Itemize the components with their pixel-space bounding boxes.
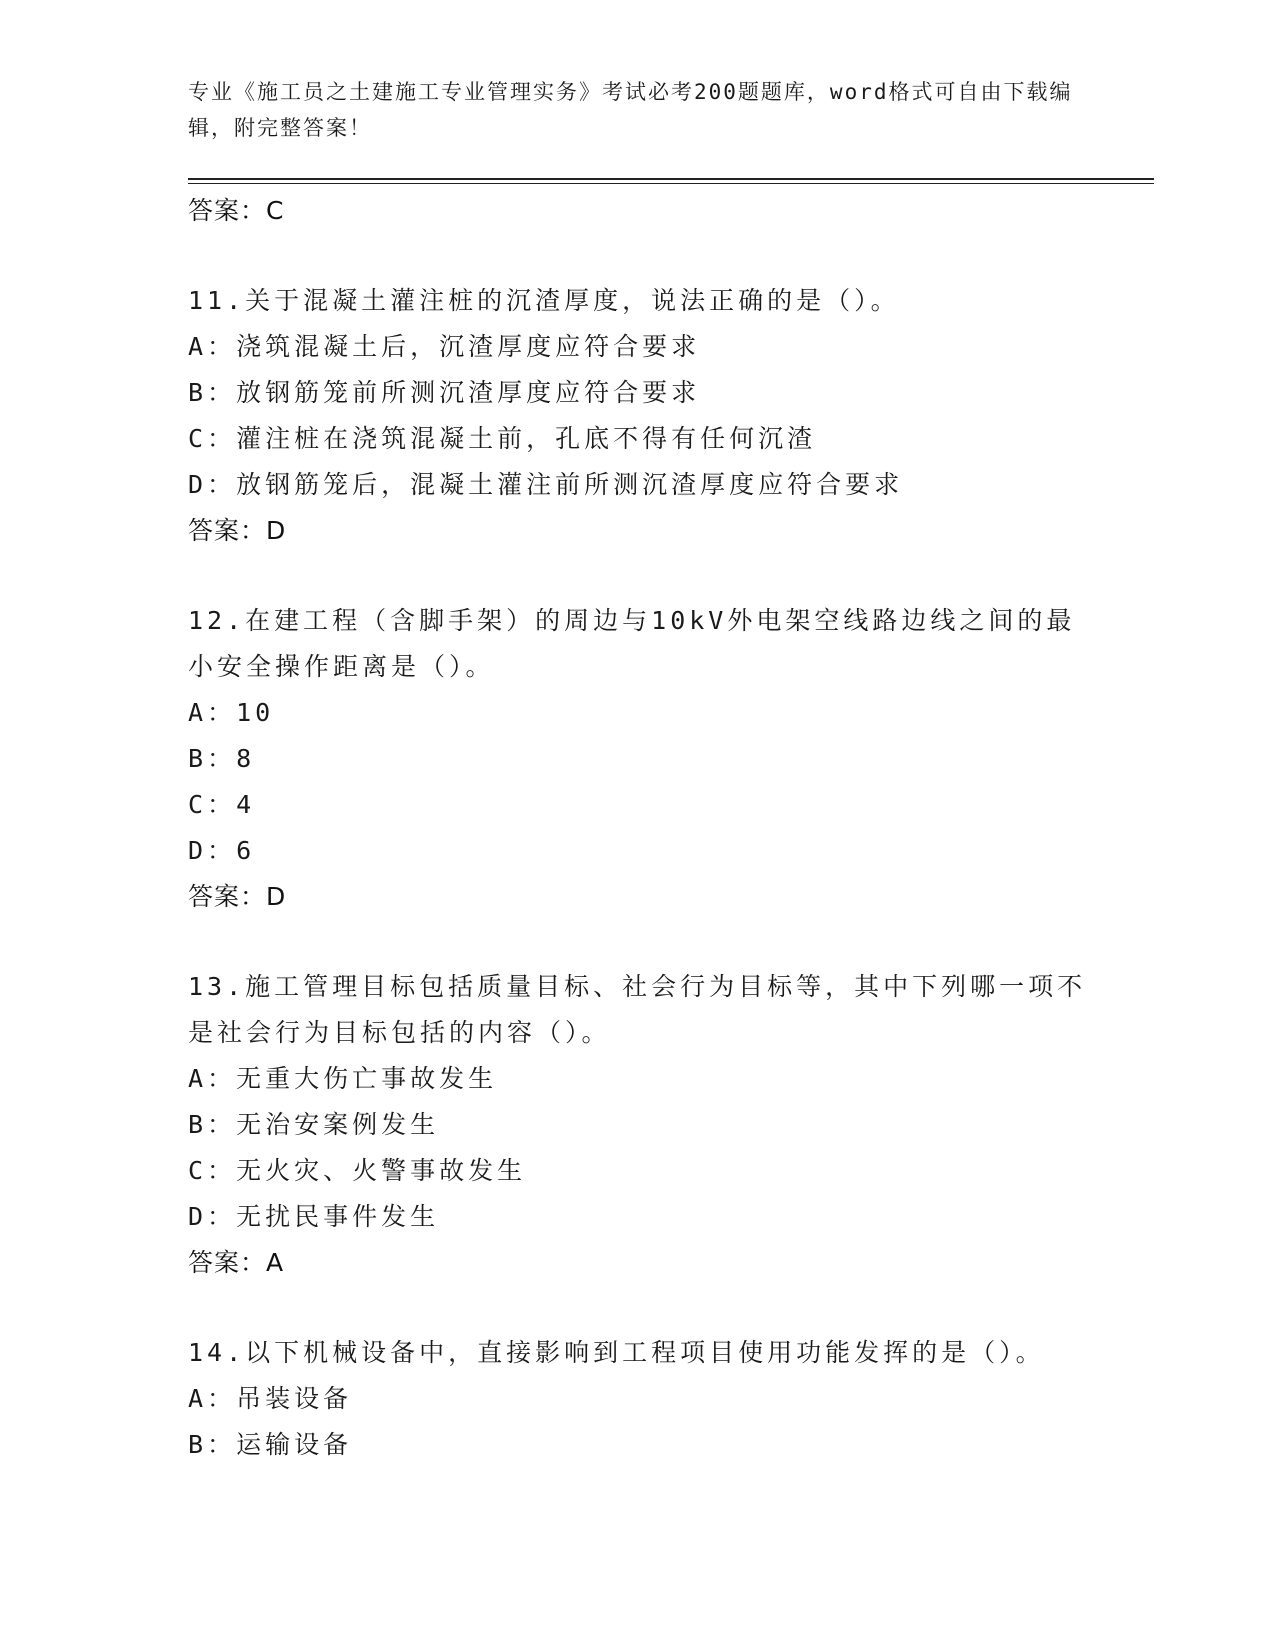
option-text: 8 [236, 744, 256, 773]
option-text: 无火灾、火警事故发生 [236, 1156, 527, 1185]
question-block [188, 964, 1088, 1286]
option-d [188, 828, 1088, 874]
option-a [188, 690, 1088, 736]
option-key: A： [188, 332, 237, 361]
option-b [188, 370, 1088, 416]
question-text: 12.在建工程（含脚手架）的周边与10kV外电架空线路边线之间的最小安全操作距离是（）。 [188, 606, 1076, 681]
option-key: A： [188, 1384, 237, 1413]
option-key: D： [188, 1202, 237, 1231]
option-c [188, 416, 1088, 462]
option-text: 放钢筋笼后，混凝土灌注前所测沉渣厚度应符合要求 [236, 470, 904, 499]
option-text: 无治安案例发生 [236, 1110, 440, 1139]
answer-line: 答案：D [188, 516, 287, 545]
option-key: D： [188, 836, 237, 865]
answer-line: 答案：D [188, 882, 287, 911]
option-text: 吊装设备 [236, 1384, 353, 1413]
question-text: 14.以下机械设备中，直接影响到工程项目使用功能发挥的是（）。 [188, 1338, 1045, 1367]
question-list [188, 188, 1088, 1468]
question-block [188, 1330, 1088, 1468]
option-a [188, 1056, 1088, 1102]
answer-line: 答案：C [188, 196, 285, 225]
option-key: C： [188, 790, 237, 819]
answer-line: 答案：A [188, 1248, 285, 1277]
option-c [188, 1148, 1088, 1194]
question-block [188, 278, 1088, 554]
header-divider [188, 178, 1154, 180]
option-c [188, 782, 1088, 828]
option-key: B： [188, 1430, 237, 1459]
option-text: 放钢筋笼前所测沉渣厚度应符合要求 [236, 378, 701, 407]
option-b [188, 736, 1088, 782]
option-a [188, 1376, 1088, 1422]
option-key: A： [188, 1064, 237, 1093]
question-text: 11.关于混凝土灌注桩的沉渣厚度，说法正确的是（）。 [188, 286, 900, 315]
option-text: 4 [236, 790, 256, 819]
question-text: 13.施工管理目标包括质量目标、社会行为目标等，其中下列哪一项不是社会行为目标包括的内容（）。 [188, 972, 1087, 1047]
option-key: C： [188, 1156, 237, 1185]
header-divider-thin [188, 183, 1154, 184]
option-key: B： [188, 744, 237, 773]
option-key: B： [188, 1110, 237, 1139]
option-d [188, 462, 1088, 508]
option-a [188, 324, 1088, 370]
option-key: B： [188, 378, 237, 407]
document-header: 专业《施工员之土建施工专业管理实务》考试必考200题题库，word格式可自由下载编辑，附完整答案！ [188, 80, 1073, 140]
option-key: C： [188, 424, 237, 453]
option-d [188, 1194, 1088, 1240]
option-text: 无扰民事件发生 [236, 1202, 440, 1231]
option-text: 无重大伤亡事故发生 [236, 1064, 498, 1093]
option-text: 灌注桩在浇筑混凝土前，孔底不得有任何沉渣 [236, 424, 817, 453]
option-b [188, 1422, 1088, 1468]
option-text: 6 [236, 836, 256, 865]
option-text: 浇筑混凝土后，沉渣厚度应符合要求 [236, 332, 701, 361]
question-block [188, 598, 1088, 920]
option-text: 运输设备 [236, 1430, 353, 1459]
option-text: 10 [236, 698, 275, 727]
option-key: A： [188, 698, 237, 727]
option-key: D： [188, 470, 237, 499]
option-b [188, 1102, 1088, 1148]
